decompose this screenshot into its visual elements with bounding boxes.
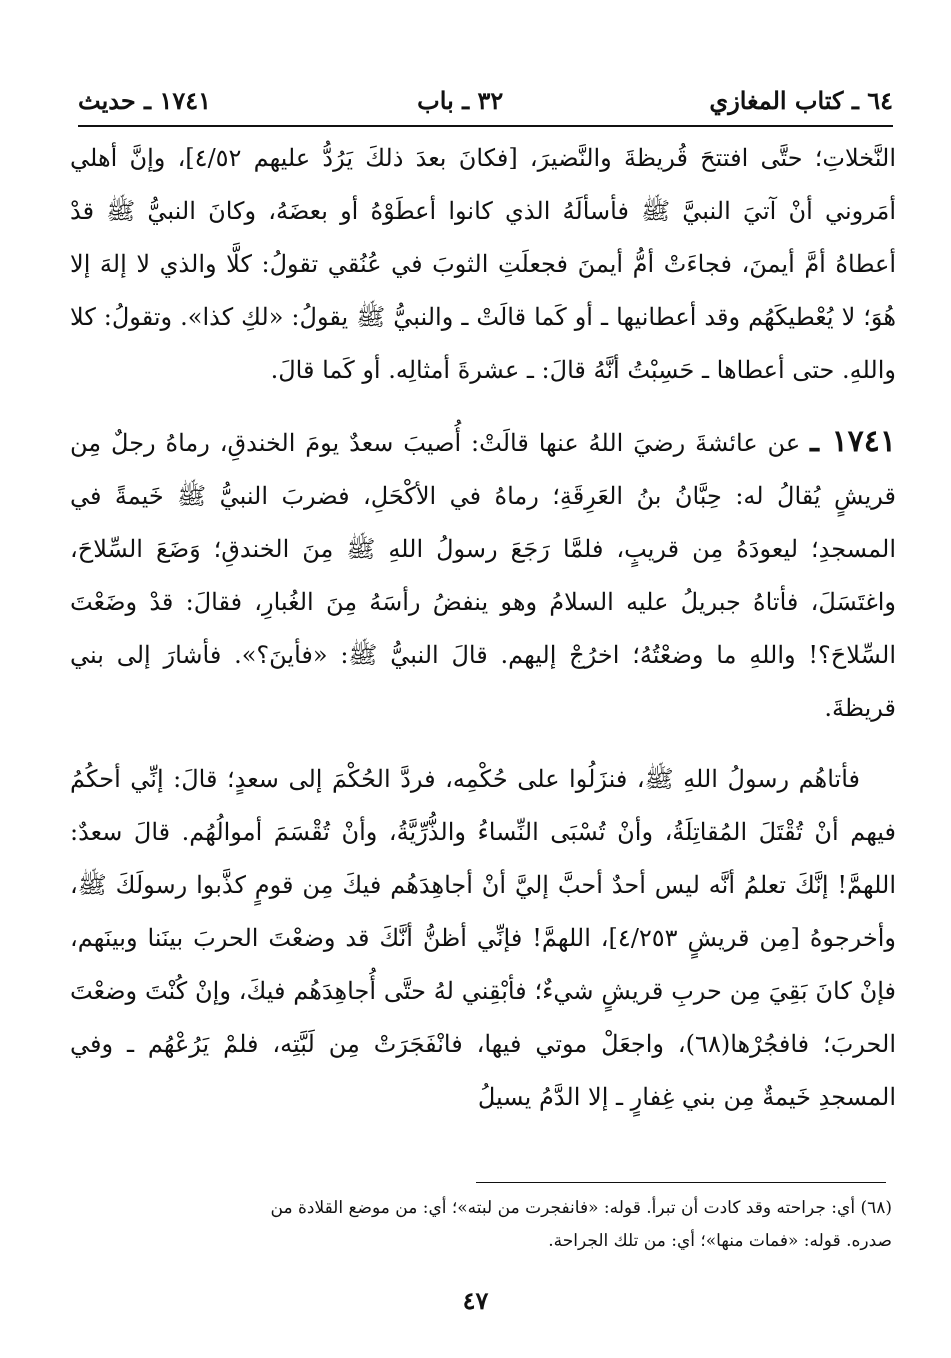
hadith-number: ١٧٤١ ـ [810, 424, 897, 459]
header-hadith: ١٧٤١ ـ حديث [78, 85, 211, 115]
paragraph-hadith-1741 [70, 415, 896, 735]
header-chapter: ٣٢ ـ باب [417, 85, 504, 115]
paragraph-hadith-continued: فأتاهُم رسولُ اللهِ ﷺ، فنزَلُوا على حُكْمِه، فردَّ الحُكْمَ إلى سعدٍ؛ قالَ: إنِّي أحكُمُ فيهم أنْ تُقْتَلَ المُقاتِلَةُ، وأنْ تُسْبَى النِّساءُ والذُّرِّيَّةُ، وأنْ تُقْسَمَ أموالُهُم. قالَ سعدٌ: اللهمَّ! إنَّكَ تعلمُ أنَّه ليس أحدٌ أحبَّ إليَّ أنْ أجاهِدَهُم فيكَ مِن قومٍ كذَّبوا رسولَكَ ﷺ، وأخرجوهُ [مِن قريشٍ ٤/٢٥٣]، اللهمَّ! فإنِّي أظنُّ أنَّكَ قد وضعْتَ الحربَ بينَنا وبينَهم، فإنْ كانَ بَقِيَ مِن حربِ قريشٍ شيءٌ؛ فأبْقِني لهُ حتَّى أُجاهِدَهُم فيكَ، وإنْ كُنْتَ وضعْتَ الحربَ؛ فافجُرْها(٦٨)، واجعَلْ موتي فيها، فانْفَجَرَتْ مِن لَبَّتِه، فلمْ يَرُعْهُم ـ وفي المسجدِ خَيمةٌ مِن بني غِفارٍ ـ إلا الدَّمُ يسيلُ [70, 765, 896, 1111]
footnote-line: صدره. قوله: «فمات منها»؛ أي: من تلك الجراحة. [548, 1231, 892, 1251]
header-book-title: ٦٤ ـ كتاب المغازي [709, 85, 893, 115]
page-number: ٤٧ [462, 1286, 489, 1315]
running-header [78, 78, 893, 122]
main-text [70, 132, 896, 1124]
footnote-line: (٦٨) أي: جراحته وقد كادت أن تبرأ. قوله: «فانفجرت من لبته»؛ أي: من موضع القلادة من [270, 1198, 892, 1218]
paragraph-continuation: النَّخلاتِ؛ حتَّى افتتحَ قُريظةَ والنَّضيرَ، [فكانَ بعدَ ذلكَ يَرُدُّ عليهم ٤/٥٢]، وإنَّ أهلي أمَروني أنْ آتيَ النبيَّ ﷺ فأسألَهُ الذي كانوا أعطَوْهُ أو بعضَهُ، وكانَ النبيُّ ﷺ قدْ أعطاهُ أمَّ أيمنَ، فجاءَتْ أمُّ أيمنَ فجعلَتِ الثوبَ في عُنُقي تقولُ: كلَّا والذي لا إلهَ إلا هُوَ؛ لا يُعْطيكَهُم وقد أعطانيها ـ أو كَما قالَتْ ـ والنبيُّ ﷺ يقولُ: «لكِ كذا». وتقولُ: كلا واللهِ. حتى أعطاها ـ حَسِبْتُ أنَّهُ قالَ: ـ عشرةَ أمثالِه. أو كَما قالَ. [70, 144, 896, 384]
footnote [70, 1192, 892, 1258]
hadith-text: عن عائشةَ رضيَ اللهُ عنها قالَتْ: أُصيبَ سعدٌ يومَ الخندقِ، رماهُ رجلٌ مِن قريشٍ يُقالُ له: حِبَّانُ بنُ العَرِقَةِ؛ رماهُ في الأكْحَلِ، فضربَ النبيُّ ﷺ خَيمةً في المسجدِ؛ ليعودَهُ مِن قريبٍ، فلمَّا رَجَعَ رسولُ اللهِ ﷺ مِنَ الخندقِ؛ وَضَعَ السِّلاحَ، واغتَسَلَ، فأتاهُ جبريلُ عليه السلامُ وهو ينفضُ رأسَهُ مِنَ الغُبارِ، فقالَ: قدْ وضَعْتَ السِّلاحَ؟! واللهِ ما وضعْتُهُ؛ اخرُجْ إليهم. قالَ النبيُّ ﷺ: «فأينَ؟». فأشارَ إلى بني قريظةَ. [70, 429, 896, 722]
footnote-divider [476, 1182, 886, 1183]
header-divider [78, 125, 893, 127]
